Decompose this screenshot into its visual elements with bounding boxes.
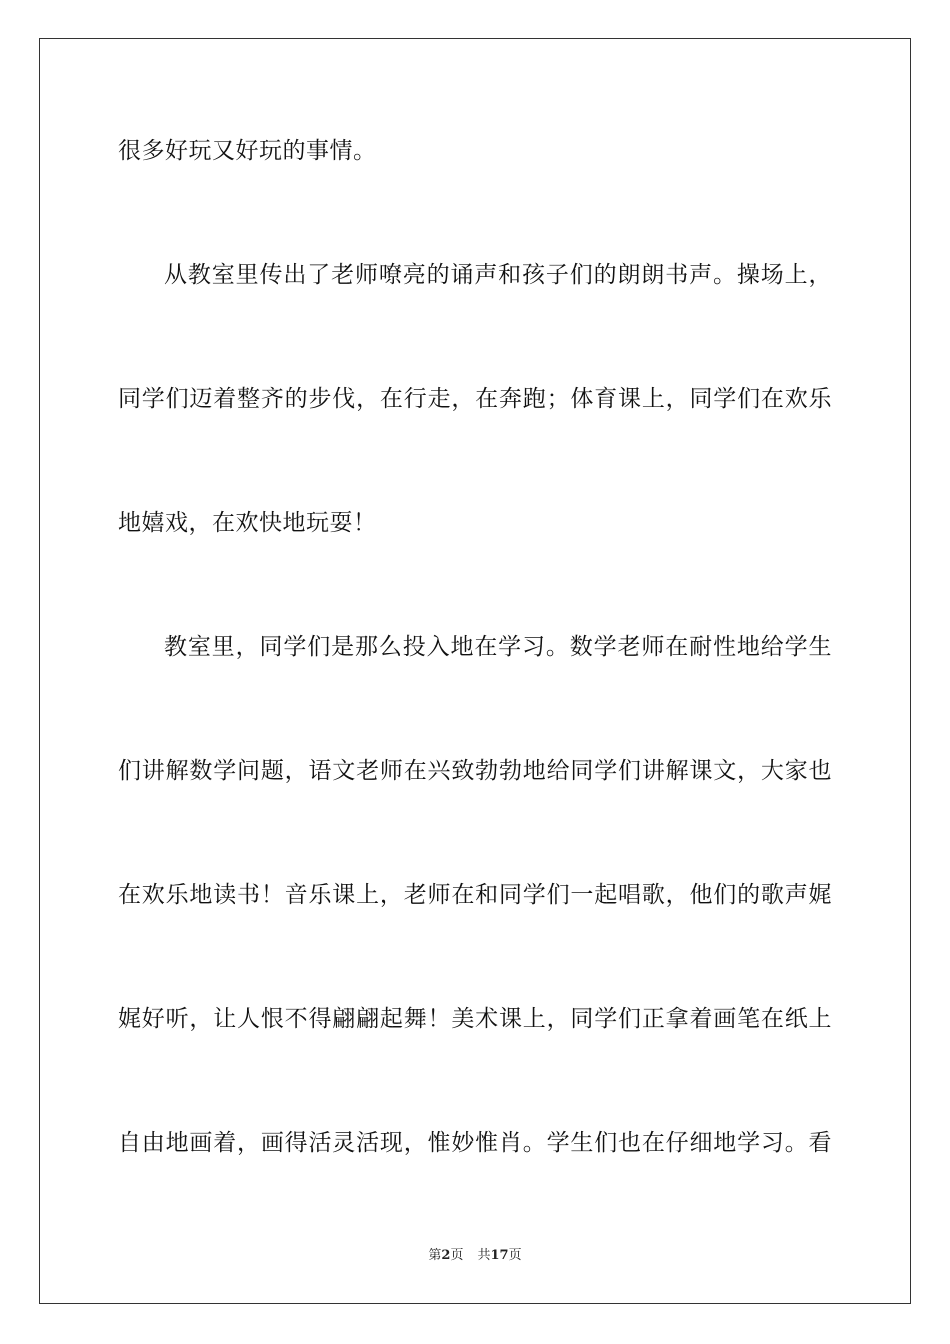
text-line-6: 们讲解数学问题，语文老师在兴致勃勃地给同学们讲解课文，大家也: [118, 758, 832, 784]
footer-total-suffix: 页: [508, 1248, 522, 1263]
text-line-2: 从教室里传出了老师嘹亮的诵声和孩子们的朗朗书声。操场上，: [164, 262, 832, 288]
text-line-3: 同学们迈着整齐的步伐，在行走，在奔跑；体育课上，同学们在欢乐: [118, 386, 832, 412]
text-line-5: 教室里，同学们是那么投入地在学习。数学老师在耐性地给学生: [164, 634, 832, 660]
footer-total-prefix: 共: [477, 1248, 491, 1263]
page-border: [39, 38, 911, 1304]
text-line-1: 很多好玩又好玩的事情。: [118, 138, 377, 164]
footer-page-number: 2: [441, 1248, 451, 1263]
text-line-8: 娓好听，让人恨不得翩翩起舞！美术课上，同学们正拿着画笔在纸上: [118, 1006, 832, 1032]
text-line-7: 在欢乐地读书！音乐课上，老师在和同学们一起唱歌，他们的歌声娓: [118, 882, 832, 908]
text-line-9: 自由地画着，画得活灵活现，惟妙惟肖。学生们也在仔细地学习。看: [118, 1130, 832, 1156]
footer-total-pages: 17: [490, 1248, 509, 1263]
footer-page-prefix: 第: [428, 1248, 442, 1263]
page-footer: [0, 1247, 950, 1265]
footer-page-suffix: 页: [450, 1248, 464, 1263]
text-line-4: 地嬉戏，在欢快地玩耍！: [118, 510, 377, 536]
